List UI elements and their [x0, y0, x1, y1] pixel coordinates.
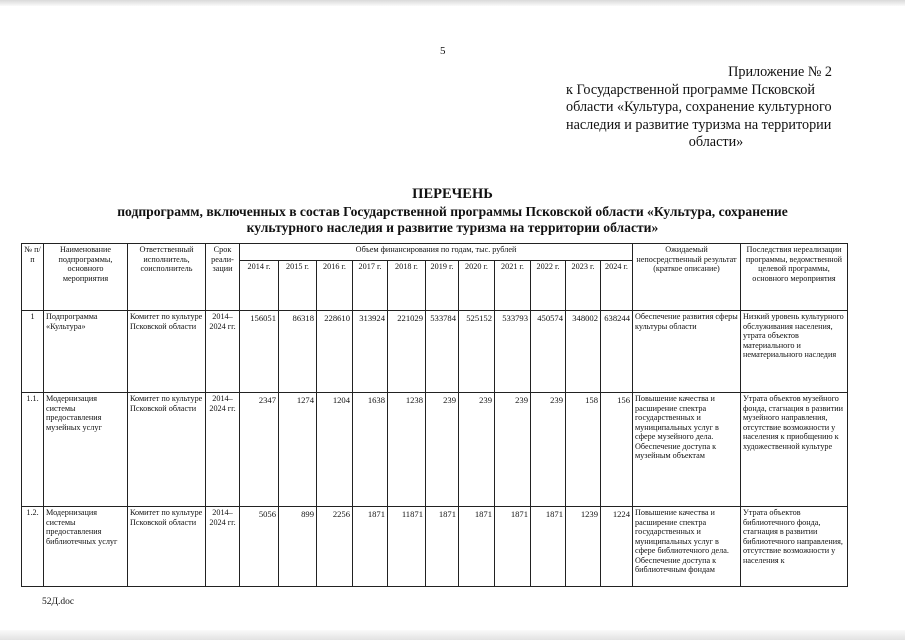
header-year: 2014 г. — [240, 261, 279, 311]
header-year: 2017 г. — [353, 261, 388, 311]
header-year: 2016 г. — [317, 261, 353, 311]
row-value: 156 — [601, 393, 633, 507]
row-num: 1 — [22, 311, 44, 393]
row-executor: Комитет по культуре Псковской области — [128, 311, 206, 393]
scan-edge-top — [0, 0, 905, 6]
table-row — [22, 507, 848, 587]
header-name: Наименование подпрограммы, основного мероприятия — [44, 244, 128, 311]
row-value: 348002 — [566, 311, 601, 393]
row-value: 533784 — [426, 311, 459, 393]
document-subtitle-line-1: подпрограмм, включенных в состав Государственной программы Псковской области «Культура, сохранение — [117, 204, 788, 219]
header-executor: Ответственный исполнитель, соисполнитель — [128, 244, 206, 311]
row-term: 2014–2024 гг. — [206, 393, 240, 507]
table-row — [22, 311, 848, 393]
document-subtitle-line-2: культурного наследия и развитие туризма на территории области» — [246, 220, 659, 235]
row-consequences: Утрата объектов музейного фонда, стагнация в развитии музейного направления, отсутствие возможности у населения к приобщению к художественной культуре — [741, 393, 848, 507]
row-value: 533793 — [495, 311, 531, 393]
row-value: 313924 — [353, 311, 388, 393]
row-consequences: Утрата объектов библиотечного фонда, стагнация в развитии библиотечного направления, отсутствие возможности у населения к — [741, 507, 848, 587]
row-num: 1.1. — [22, 393, 44, 507]
document-title: ПЕРЕЧЕНЬ — [412, 186, 493, 202]
header-result: Ожидаемый непосредственный результат (краткое описание) — [633, 244, 741, 311]
row-value: 1871 — [531, 507, 566, 587]
row-value: 1238 — [388, 393, 426, 507]
row-value: 5056 — [240, 507, 279, 587]
table-header-row — [22, 244, 848, 261]
row-term: 2014–2024 гг. — [206, 507, 240, 587]
header-year: 2024 г. — [601, 261, 633, 311]
appendix-line-3: наследия и развитие туризма на территории — [566, 116, 832, 133]
row-value: 221029 — [388, 311, 426, 393]
row-name: Подпрограмма «Культура» — [44, 311, 128, 393]
row-value: 239 — [426, 393, 459, 507]
table-row — [22, 393, 848, 507]
row-executor: Комитет по культуре Псковской области — [128, 393, 206, 507]
page-number: 5 — [440, 45, 446, 57]
row-result: Повышение качества и расширение спектра государственных и муниципальных услуг в сфере музейного дела. Обеспечение доступа к музейным объектам — [633, 393, 741, 507]
row-value: 86318 — [279, 311, 317, 393]
row-value: 2347 — [240, 393, 279, 507]
subprogram-table — [21, 243, 848, 587]
row-value: 638244 — [601, 311, 633, 393]
row-value: 450574 — [531, 311, 566, 393]
row-result: Повышение качества и расширение спектра государственных и муниципальных услуг в сфере библиотечного дела. Обеспечение доступа к библиотечным фондам — [633, 507, 741, 587]
header-year: 2018 г. — [388, 261, 426, 311]
row-value: 899 — [279, 507, 317, 587]
appendix-title: Приложение № 2 — [728, 64, 832, 80]
row-value: 11871 — [388, 507, 426, 587]
header-year: 2023 г. — [566, 261, 601, 311]
appendix-line-2: области «Культура, сохранение культурного — [566, 99, 832, 116]
appendix-line-1: к Государственной программе Псковской — [566, 81, 815, 98]
row-name: Модернизация системы предоставления библиотечных услуг — [44, 507, 128, 587]
row-value: 1274 — [279, 393, 317, 507]
header-num: № п/п — [22, 244, 44, 311]
header-year: 2020 г. — [459, 261, 495, 311]
row-consequences: Низкий уровень культурного обслуживания населения, утрата объектов материального и нематериального наследия — [741, 311, 848, 393]
file-name-footer: 52Д.doc — [42, 597, 75, 607]
row-value: 1871 — [495, 507, 531, 587]
row-name: Модернизация системы предоставления музейных услуг — [44, 393, 128, 507]
row-executor: Комитет по культуре Псковской области — [128, 507, 206, 587]
scan-edge-bottom — [0, 630, 905, 640]
row-value: 1204 — [317, 393, 353, 507]
row-value: 158 — [566, 393, 601, 507]
header-year: 2019 г. — [426, 261, 459, 311]
header-consequences: Последствия нереализации программы, ведомственной целевой программы, основного мероприятия — [741, 244, 848, 311]
row-value: 1871 — [426, 507, 459, 587]
row-term: 2014–2024 гг. — [206, 311, 240, 393]
row-result: Обеспечение развития сферы культуры области — [633, 311, 741, 393]
header-year: 2015 г. — [279, 261, 317, 311]
row-num: 1.2. — [22, 507, 44, 587]
row-value: 1239 — [566, 507, 601, 587]
row-value: 156051 — [240, 311, 279, 393]
row-value: 1224 — [601, 507, 633, 587]
header-year: 2022 г. — [531, 261, 566, 311]
row-value: 1871 — [459, 507, 495, 587]
header-year: 2021 г. — [495, 261, 531, 311]
header-term: Срок реали-зации — [206, 244, 240, 311]
header-funding: Объем финансирования по годам, тыс. рублей — [240, 244, 633, 261]
appendix-line-4: области» — [688, 134, 744, 151]
row-value: 239 — [531, 393, 566, 507]
appendix-note — [566, 64, 866, 152]
row-value: 239 — [495, 393, 531, 507]
row-value: 2256 — [317, 507, 353, 587]
row-value: 525152 — [459, 311, 495, 393]
row-value: 1638 — [353, 393, 388, 507]
row-value: 228610 — [317, 311, 353, 393]
row-value: 239 — [459, 393, 495, 507]
row-value: 1871 — [353, 507, 388, 587]
